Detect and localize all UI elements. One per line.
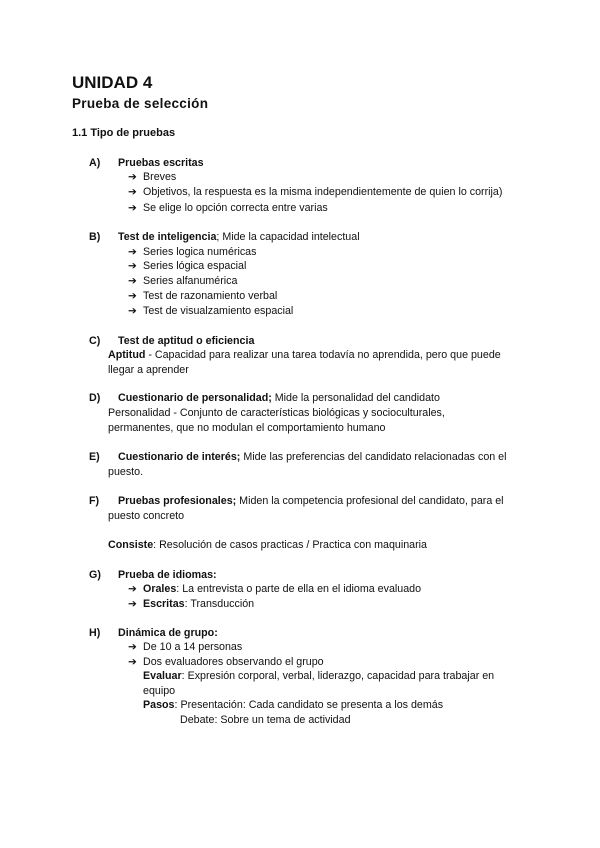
item-f-heading (89, 494, 504, 508)
item-d-heading (89, 391, 440, 405)
list-item: ➔ Series alfanumérica (128, 275, 238, 287)
unit-subtitle: Prueba de selección (72, 96, 209, 111)
list-item: ➔ Dos evaluadores observando el grupo (128, 656, 324, 668)
arrow-icon: ➔ (128, 305, 137, 317)
item-g-heading (89, 568, 217, 582)
list-item: ➔ Se elige lo opción correcta entre varias (128, 202, 328, 214)
item-e-marker: E) (89, 451, 100, 463)
arrow-icon: ➔ (128, 290, 137, 302)
item-b-heading (89, 230, 360, 244)
item-b-title: Test de inteligencia (118, 231, 217, 243)
item-b-description: ; Mide la capacidad intelectual (216, 231, 360, 243)
arrow-icon: ➔ (128, 186, 137, 198)
item-h-debate: Debate: Sobre un tema de actividad (180, 714, 351, 726)
list-item: ➔ De 10 a 14 personas (128, 641, 243, 653)
item-d-line2: Personalidad - Conjunto de características biológicas y socioculturales, (108, 407, 445, 419)
item-a-marker: A) (89, 157, 101, 169)
arrow-icon: ➔ (128, 641, 137, 653)
item-f-consiste: Consiste: Resolución de casos practicas / Practica con maquinaria (108, 539, 427, 551)
arrow-icon: ➔ (128, 171, 137, 183)
item-h-heading (89, 626, 218, 640)
item-e-description: Mide las preferencias del candidato relacionadas con el (240, 451, 507, 463)
list-item: ➔ Breves (128, 171, 177, 183)
item-a-title: Pruebas escritas (118, 157, 204, 169)
item-h-title: Dinámica de grupo: (118, 627, 218, 639)
list-item: ➔ Test de visualzamiento espacial (128, 305, 294, 317)
arrow-icon: ➔ (128, 583, 137, 595)
item-a-heading (89, 156, 204, 170)
item-f-line2: puesto concreto (108, 510, 185, 522)
evaluar-label: Evaluar (143, 670, 182, 682)
item-e-title: Cuestionario de interés; (118, 451, 241, 463)
item-c-marker: C) (89, 335, 101, 347)
item-h-marker: H) (89, 627, 101, 639)
item-g-marker: G) (89, 569, 101, 581)
item-g-title: Prueba de idiomas: (118, 569, 217, 581)
list-item: ➔ Series logica numéricas (128, 246, 257, 258)
arrow-icon: ➔ (128, 202, 137, 214)
list-item: ➔ Test de razonamiento verbal (128, 290, 278, 302)
list-item: ➔ Objetivos, la respuesta es la misma independientemente de quien lo corrija) (128, 186, 503, 198)
item-e-line2: puesto. (108, 466, 144, 478)
list-item: ➔ Escritas: Transducción (128, 598, 255, 610)
item-c-definition: Aptitud - Capacidad para realizar una tarea todavía no aprendida, pero que puede (108, 349, 501, 361)
list-item: ➔ Series lógica espacial (128, 260, 247, 272)
arrow-icon: ➔ (128, 598, 137, 610)
item-d-description: Mide la personalidad del candidato (271, 392, 440, 404)
item-b-marker: B) (89, 231, 101, 243)
list-item: ➔ Orales: La entrevista o parte de ella en el idioma evaluado (128, 583, 422, 595)
consiste-label: Consiste (108, 539, 154, 551)
unit-title: UNIDAD 4 (72, 73, 153, 92)
item-f-title: Pruebas profesionales; (118, 495, 237, 507)
item-h-evaluar-cont: equipo (143, 685, 176, 697)
item-h-pasos: Pasos: Presentación: Cada candidato se presenta a los demás (143, 699, 444, 711)
item-d-marker: D) (89, 392, 101, 404)
item-c-title: Test de aptitud o eficiencia (118, 335, 255, 347)
section-heading: 1.1 Tipo de pruebas (72, 127, 176, 139)
arrow-icon: ➔ (128, 260, 137, 272)
item-c-heading (89, 334, 254, 348)
pasos-label: Pasos (143, 699, 175, 711)
aptitud-term: Aptitud (108, 349, 146, 361)
item-f-description: Miden la competencia profesional del candidato, para el (236, 495, 504, 507)
item-e-heading (89, 450, 507, 464)
arrow-icon: ➔ (128, 275, 137, 287)
arrow-icon: ➔ (128, 246, 137, 258)
item-f-marker: F) (89, 495, 100, 507)
arrow-icon: ➔ (128, 656, 137, 668)
item-d-line3: permanentes, que no modulan el comportamiento humano (108, 422, 386, 434)
item-h-evaluar: Evaluar: Expresión corporal, verbal, liderazgo, capacidad para trabajar en (143, 670, 495, 682)
item-d-title: Cuestionario de personalidad; (118, 392, 272, 404)
item-c-definition-cont: llegar a aprender (108, 364, 189, 376)
